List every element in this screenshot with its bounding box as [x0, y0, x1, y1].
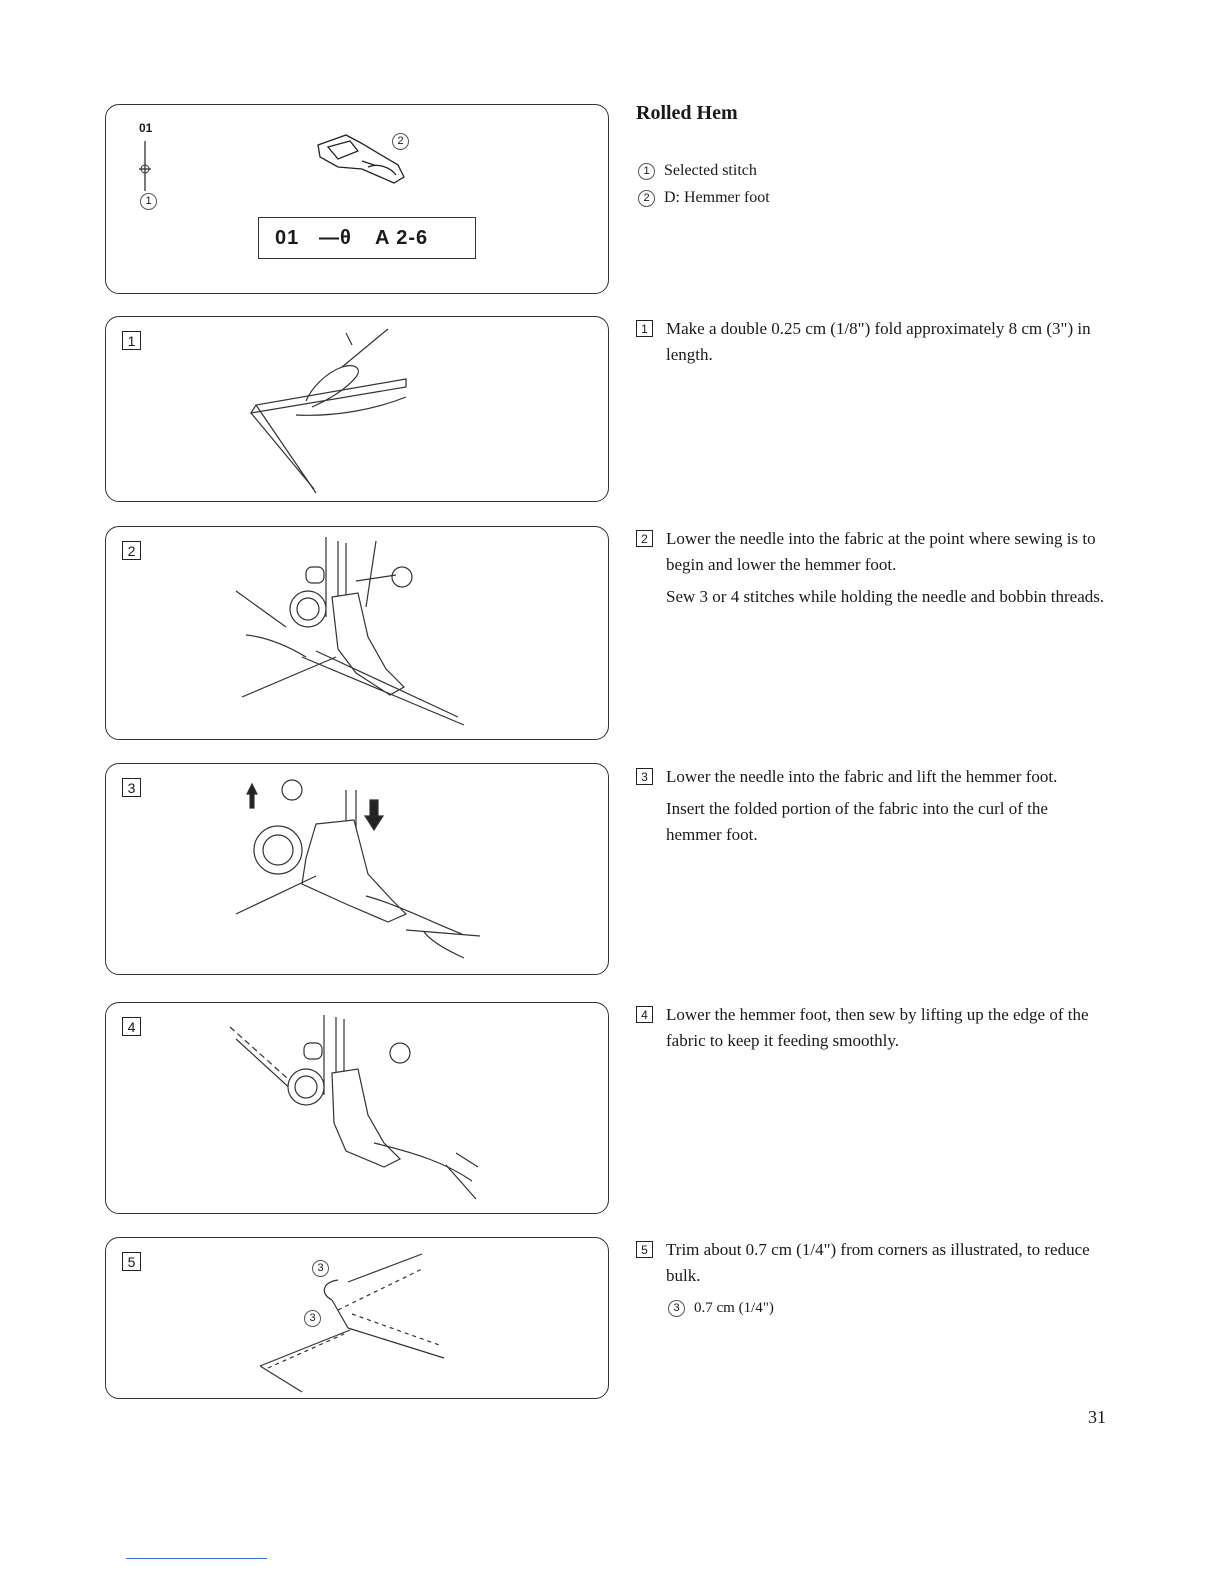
down-arrow-icon	[365, 800, 383, 830]
step-3-text: 3 Lower the needle into the fabric and lift the hemmer foot. Insert the folded portion of the fabric into the curl of the hemmer foot.	[636, 764, 1106, 854]
selection-item: 2 D: Hemmer foot	[636, 184, 770, 211]
insert-fabric-illustration	[106, 764, 610, 976]
step-2-panel	[105, 526, 609, 740]
selection-list	[636, 157, 770, 211]
selection-item: 1 Selected stitch	[636, 157, 770, 184]
step-5-panel	[105, 1237, 609, 1399]
lcd-display	[258, 217, 476, 259]
selection-panel	[105, 104, 609, 294]
fold-fabric-illustration	[106, 317, 610, 503]
pattern-number-label: 01	[139, 121, 153, 135]
step-1-panel	[105, 316, 609, 502]
trim-measurement-note: 3 0.7 cm (1/4")	[666, 1295, 1106, 1321]
page-title: Rolled Hem	[636, 102, 738, 124]
step-4-badge: 4	[122, 1017, 141, 1036]
up-arrow-icon	[247, 784, 257, 808]
lower-needle-illustration	[106, 527, 610, 741]
page-number: 31	[1088, 1407, 1106, 1427]
stitch-marker-icon: 1	[140, 193, 157, 210]
step-5-text: 5 Trim about 0.7 cm (1/4") from corners as illustrated, to reduce bulk. 3 0.7 cm (1/4")	[636, 1237, 1106, 1321]
sew-hem-illustration	[106, 1003, 610, 1215]
lcd-stitch-icon: —θ	[319, 227, 352, 249]
trim-corners-illustration	[106, 1238, 610, 1400]
step-4-text: 4 Lower the hemmer foot, then sew by lifting up the edge of the fabric to keep it feeding smoothly.	[636, 1002, 1106, 1060]
lcd-pattern: 01	[275, 227, 300, 249]
step-3-badge: 3	[122, 778, 141, 797]
lcd-foot-code: A 2-6	[375, 227, 429, 249]
step-5-badge: 5	[122, 1252, 141, 1271]
footer-link-line	[126, 1558, 267, 1559]
trim-marker-lower-icon: 3	[304, 1310, 321, 1327]
step-4-panel	[105, 1002, 609, 1214]
step-3-panel	[105, 763, 609, 975]
trim-marker-upper-icon: 3	[312, 1260, 329, 1277]
selection-illustration	[106, 105, 610, 295]
step-1-badge: 1	[122, 331, 141, 350]
step-2-text: 2 Lower the needle into the fabric at the point where sewing is to begin and lower the hemmer foot. Sew 3 or 4 stitches while holding the needle and bobbin threads.	[636, 526, 1106, 616]
step-1-text: 1 Make a double 0.25 cm (1/8") fold approximately 8 cm (3") in length.	[636, 316, 1106, 374]
foot-marker-icon: 2	[392, 133, 409, 150]
step-2-badge: 2	[122, 541, 141, 560]
